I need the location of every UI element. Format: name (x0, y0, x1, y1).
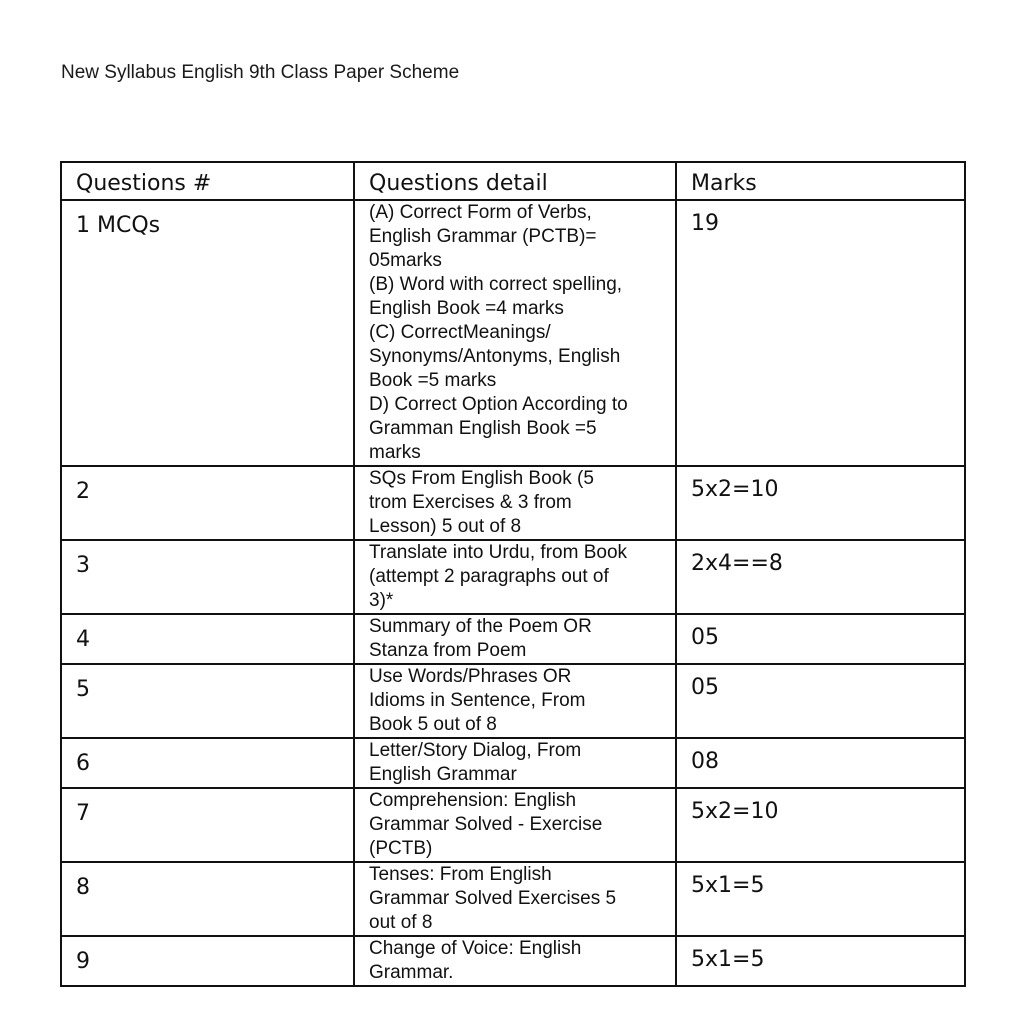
detail-line: Book 5 out of 8 (369, 714, 497, 735)
detail-line: (C) CorrectMeanings/ (369, 322, 551, 343)
marks-value: 2x4==8 (676, 540, 965, 614)
detail-line: Use Words/Phrases OR (369, 666, 572, 687)
detail-line: Grammar. (369, 962, 454, 983)
question-detail (354, 862, 676, 936)
detail-line: Grammar Solved - Exercise (369, 814, 603, 835)
detail-line: (B) Word with correct spelling, (369, 274, 623, 295)
question-number: 9 (61, 936, 354, 986)
detail-line: Stanza from Poem (369, 640, 527, 661)
marks-value: 5x2=10 (676, 788, 965, 862)
detail-line: trom Exercises & 3 from (369, 492, 572, 513)
detail-line: (PCTB) (369, 838, 433, 859)
table-row (61, 862, 965, 936)
marks-value: 08 (676, 738, 965, 788)
question-number: 3 (61, 540, 354, 614)
question-number: 7 (61, 788, 354, 862)
header-questions-detail: Questions detail (354, 162, 676, 200)
question-detail (354, 788, 676, 862)
marks-value: 5x1=5 (676, 936, 965, 986)
marks-value: 19 (676, 200, 965, 466)
detail-line: D) Correct Option According to (369, 394, 628, 415)
page-title: New Syllabus English 9th Class Paper Scheme (61, 62, 460, 83)
detail-line: 3)* (369, 590, 394, 611)
marks-value: 05 (676, 614, 965, 664)
detail-line: Summary of the Poem OR (369, 616, 592, 637)
marks-value: 5x1=5 (676, 862, 965, 936)
question-number: 5 (61, 664, 354, 738)
table-row (61, 664, 965, 738)
table-header-row (61, 162, 965, 200)
detail-line: Comprehension: English (369, 790, 577, 811)
table-row (61, 738, 965, 788)
question-detail (354, 664, 676, 738)
detail-line: English Book =4 marks (369, 298, 564, 319)
detail-line: Idioms in Sentence, From (369, 690, 586, 711)
marks-value: 5x2=10 (676, 466, 965, 540)
detail-line: (attempt 2 paragraphs out of (369, 566, 609, 587)
question-detail (354, 540, 676, 614)
detail-line: 05marks (369, 250, 442, 271)
question-number: 4 (61, 614, 354, 664)
table-row (61, 614, 965, 664)
question-number: 8 (61, 862, 354, 936)
table-row (61, 936, 965, 986)
detail-line: (A) Correct Form of Verbs, (369, 202, 592, 223)
detail-line: Book =5 marks (369, 370, 497, 391)
marks-value: 05 (676, 664, 965, 738)
detail-line: Tenses: From English (369, 864, 552, 885)
table-row (61, 788, 965, 862)
question-detail (354, 466, 676, 540)
detail-line: Lesson) 5 out of 8 (369, 516, 522, 537)
detail-line: SQs From English Book (5 (369, 468, 594, 489)
question-number: 2 (61, 466, 354, 540)
paper-scheme-table (60, 161, 966, 987)
question-number: 6 (61, 738, 354, 788)
detail-line: English Grammar (369, 764, 517, 785)
question-number: 1 MCQs (61, 200, 354, 466)
detail-line: out of 8 (369, 912, 433, 933)
table-row (61, 200, 965, 466)
detail-line: Grammar Solved Exercises 5 (369, 888, 617, 909)
detail-line: Letter/Story Dialog, From (369, 740, 582, 761)
table-row (61, 540, 965, 614)
question-detail (354, 200, 676, 466)
table-row (61, 466, 965, 540)
detail-line: Gramman English Book =5 (369, 418, 597, 439)
question-detail (354, 614, 676, 664)
header-marks: Marks (676, 162, 965, 200)
header-questions: Questions # (61, 162, 354, 200)
detail-line: Synonyms/Antonyms, English (369, 346, 621, 367)
detail-line: marks (369, 442, 421, 463)
detail-line: English Grammar (PCTB)= (369, 226, 597, 247)
question-detail (354, 936, 676, 986)
detail-line: Change of Voice: English (369, 938, 582, 959)
detail-line: Translate into Urdu, from Book (369, 542, 628, 563)
question-detail (354, 738, 676, 788)
